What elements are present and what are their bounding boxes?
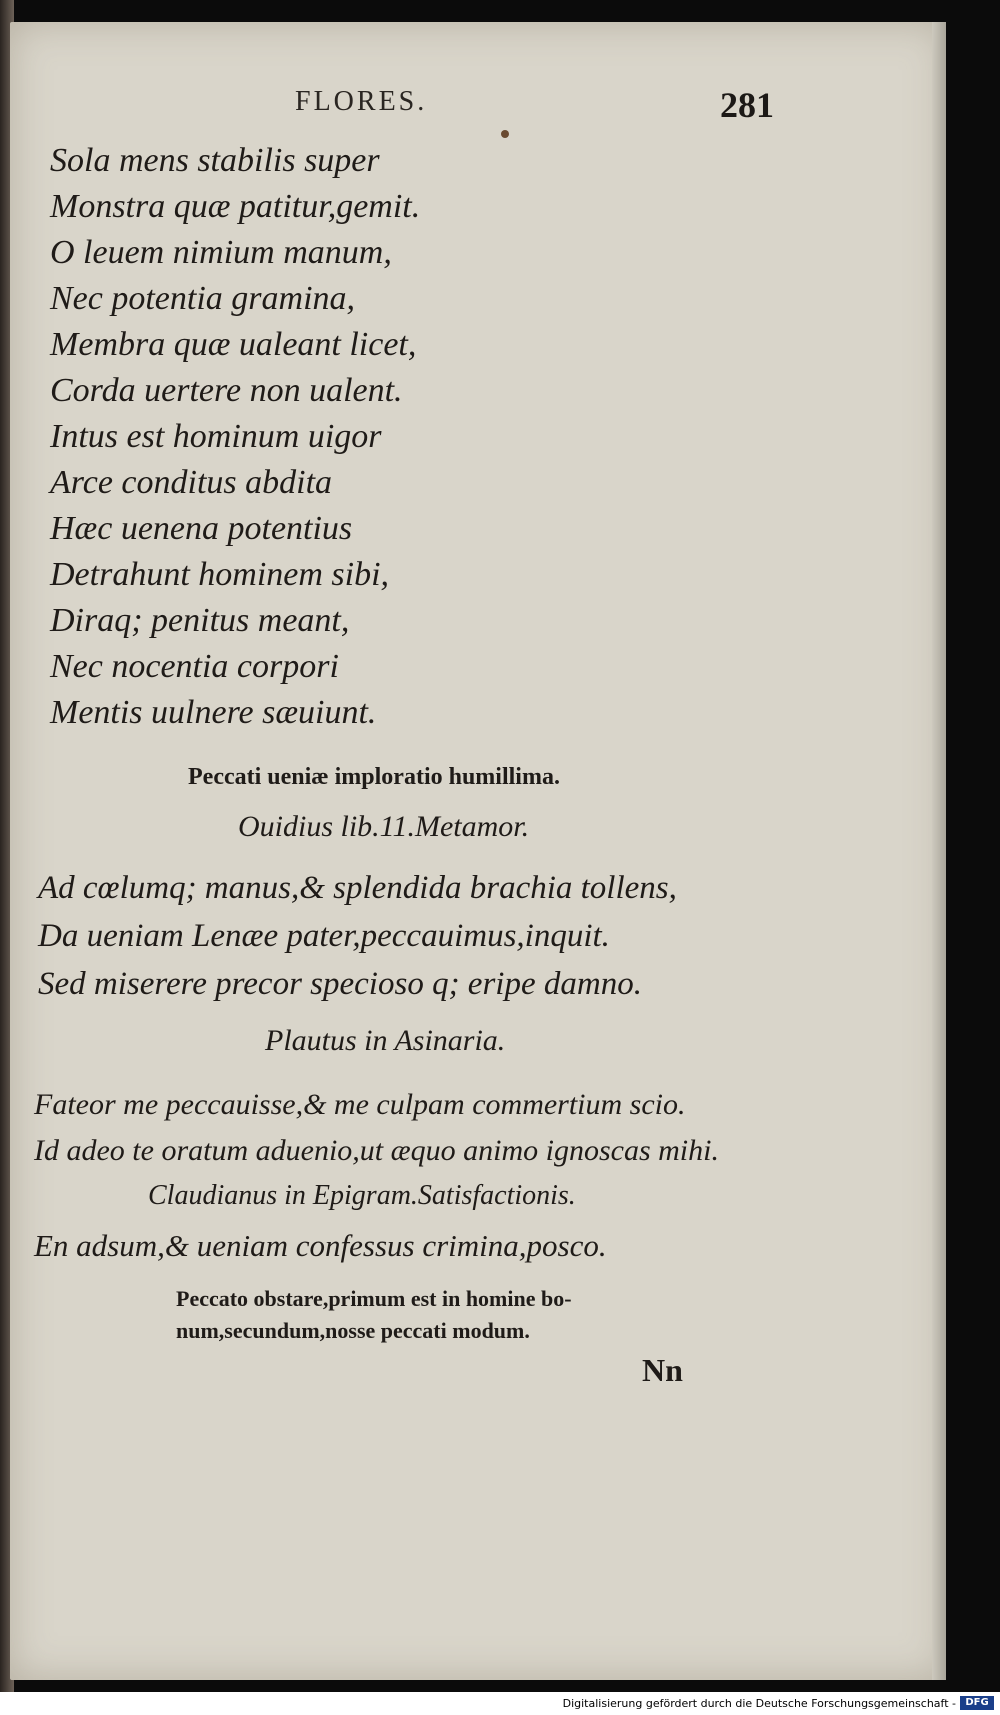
poem-line: Hæc uenena potentius <box>50 510 353 547</box>
poem-line: Sola mens stabilis super <box>50 142 380 179</box>
plautus-caption: Plautus in Asinaria. <box>265 1024 506 1057</box>
catchword: Nn <box>642 1352 683 1388</box>
poem-line: Membra quæ ualeant licet, <box>50 326 417 363</box>
footer-credit: Digitalisierung gefördert durch die Deutsche Forschungsgemeinschaft - <box>562 1697 956 1710</box>
poem-line: Detrahunt hominem sibi, <box>50 556 390 593</box>
poem-line: Intus est hominum uigor <box>50 418 382 455</box>
ovid-line: Ad cœlumq; manus,& splendida brachia tollens, <box>38 870 677 906</box>
ovid-caption: Ouidius lib.11.Metamor. <box>238 810 530 843</box>
ovid-line: Sed miserere precor specioso q; eripe damno. <box>38 966 642 1002</box>
poem-line: Nec nocentia corpori <box>50 648 339 685</box>
page-edge <box>932 22 946 1680</box>
page-number: 281 <box>720 85 774 125</box>
running-title: FLORES. <box>295 86 428 117</box>
ovid-line: Da ueniam Lenæe pater,peccauimus,inquit. <box>38 918 610 954</box>
poem-line: Corda uertere non ualent. <box>50 372 403 409</box>
poem-line: Arce conditus abdita <box>50 464 333 501</box>
closing-line: Peccato obstare,primum est in homine bo- <box>176 1286 572 1311</box>
section-heading: Peccati ueniæ imploratio humillima. <box>188 764 560 790</box>
claudian-line: En adsum,& ueniam confessus crimina,posco. <box>34 1228 607 1263</box>
footer-bar <box>0 1692 1000 1715</box>
poem-line: Mentis uulnere sæuiunt. <box>50 694 377 731</box>
poem-line: Monstra quæ patitur,gemit. <box>50 188 421 225</box>
poem-line: O leuem nimium manum, <box>50 234 392 271</box>
claudian-caption: Claudianus in Epigram.Satisfactionis. <box>148 1180 576 1211</box>
ink-spot <box>501 130 509 138</box>
closing-line: num,secundum,nosse peccati modum. <box>176 1318 530 1343</box>
dfg-logo: DFG <box>960 1696 994 1710</box>
poem-line: Nec potentia gramina, <box>50 280 356 317</box>
poem-line: Diraq; penitus meant, <box>50 602 350 639</box>
plautus-line: Id adeo te oratum aduenio,ut æquo animo ignoscas mihi. <box>34 1134 719 1167</box>
plautus-line: Fateor me peccauisse,& me culpam commertium scio. <box>34 1088 686 1121</box>
